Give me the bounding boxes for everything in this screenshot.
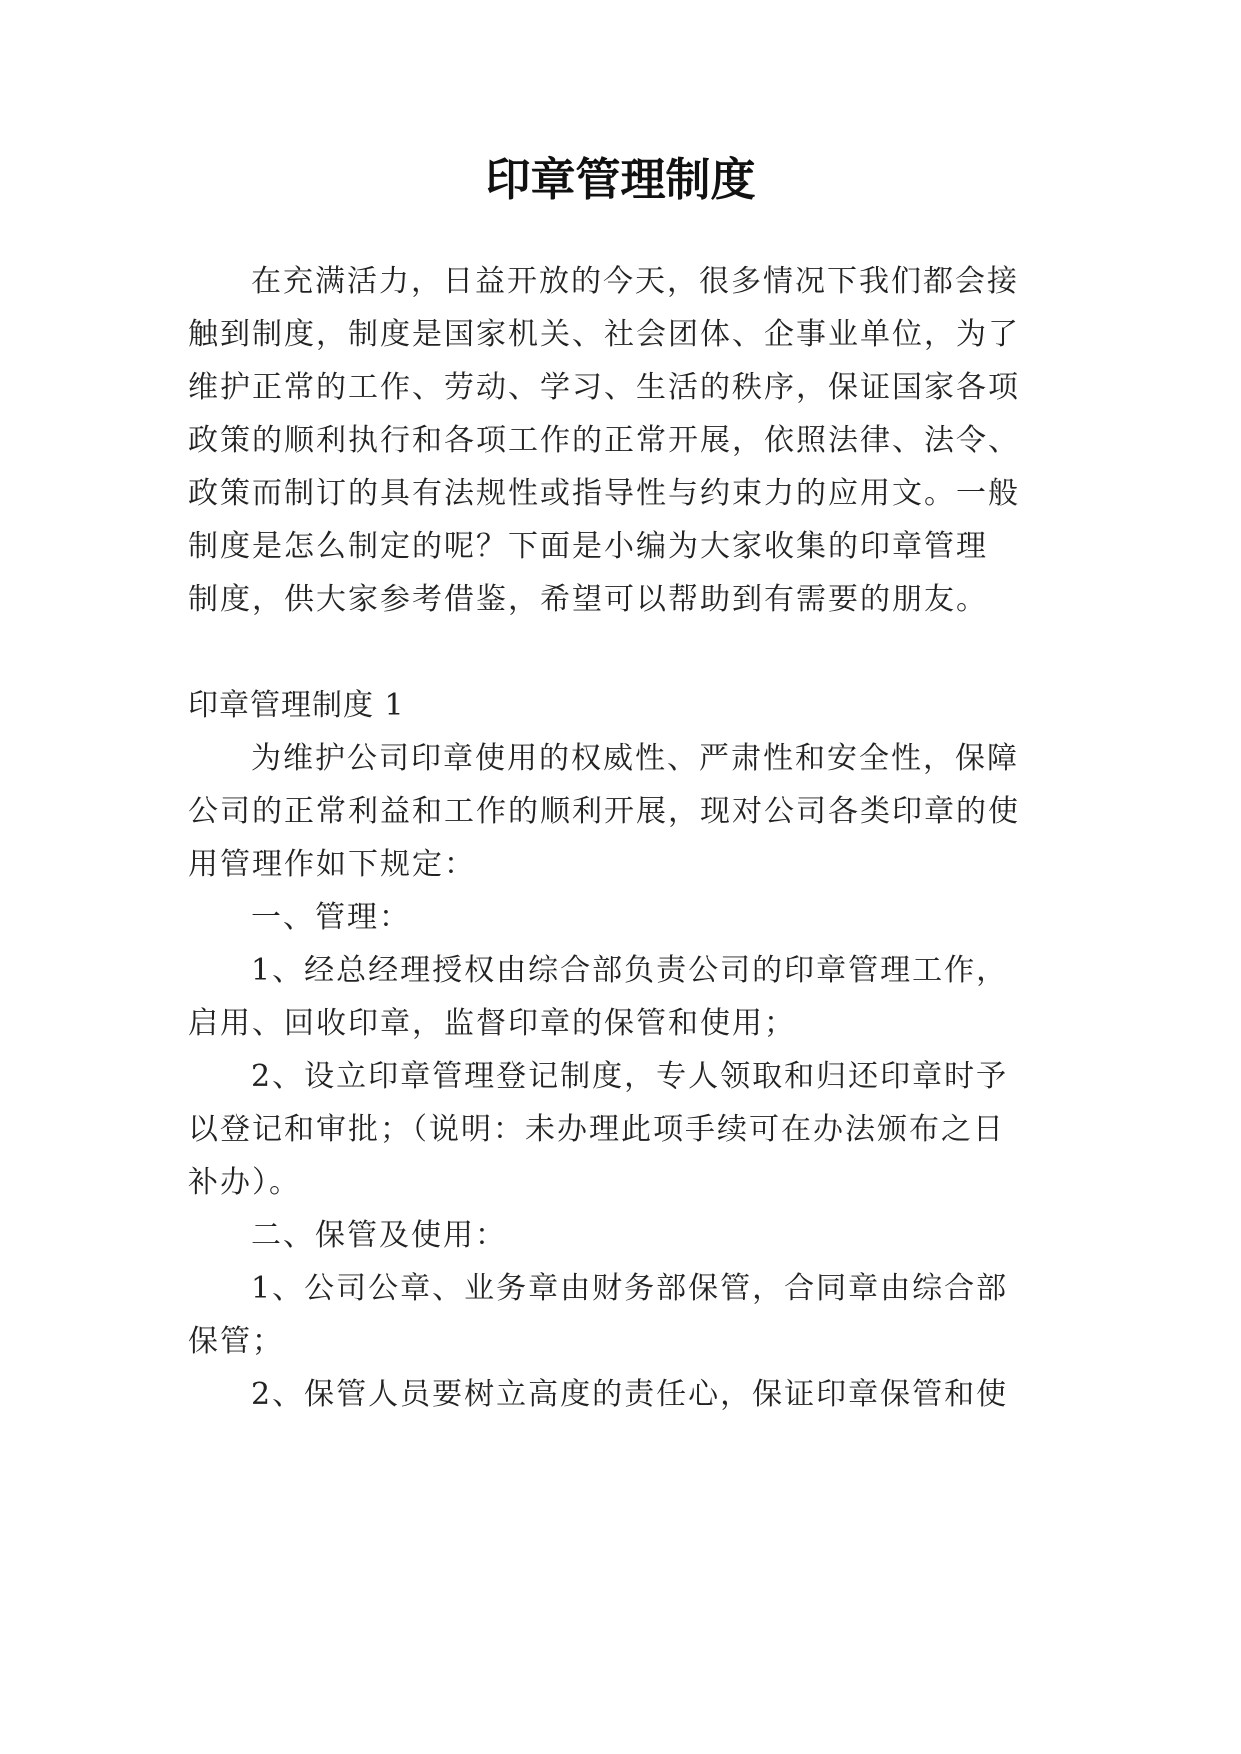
body-line: 保管；	[188, 1324, 284, 1359]
document-title: 印章管理制度	[485, 153, 756, 206]
intro-line: 政策而制订的具有法规性或指导性与约束力的应用文。一般	[188, 476, 1020, 511]
body-line: 1、公司公章、业务章由财务部保管，合同章由综合部	[251, 1271, 1009, 1306]
intro-line: 维护正常的工作、劳动、学习、生活的秩序，保证国家各项	[188, 370, 1020, 405]
body-line: 补办）。	[188, 1165, 301, 1200]
intro-line: 在充满活力，日益开放的今天，很多情况下我们都会接	[251, 264, 1019, 299]
section-heading: 印章管理制度 1	[188, 688, 405, 723]
intro-line: 制度是怎么制定的呢？下面是小编为大家收集的印章管理	[188, 529, 988, 564]
body-line: 启用、回收印章，监督印章的保管和使用；	[188, 1006, 796, 1041]
intro-line: 制度，供大家参考借鉴，希望可以帮助到有需要的朋友。	[188, 582, 988, 617]
body-line: 二、保管及使用：	[251, 1218, 507, 1253]
body-line: 一、管理：	[251, 900, 411, 935]
body-line: 以登记和审批；（说明：未办理此项手续可在办法颁布之日	[188, 1112, 1005, 1147]
body-line: 2、设立印章管理登记制度，专人领取和归还印章时予	[251, 1059, 1009, 1094]
body-line: 2、保管人员要树立高度的责任心，保证印章保管和使	[251, 1377, 1009, 1412]
body-line: 用管理作如下规定：	[188, 847, 476, 882]
body-line: 为维护公司印章使用的权威性、严肃性和安全性，保障	[251, 741, 1019, 776]
intro-line: 触到制度，制度是国家机关、社会团体、企事业单位，为了	[188, 317, 1020, 352]
intro-line: 政策的顺利执行和各项工作的正常开展，依照法律、法令、	[188, 423, 1020, 458]
body-line: 1、经总经理授权由综合部负责公司的印章管理工作，	[251, 953, 1009, 988]
body-line: 公司的正常利益和工作的顺利开展，现对公司各类印章的使	[188, 794, 1020, 829]
